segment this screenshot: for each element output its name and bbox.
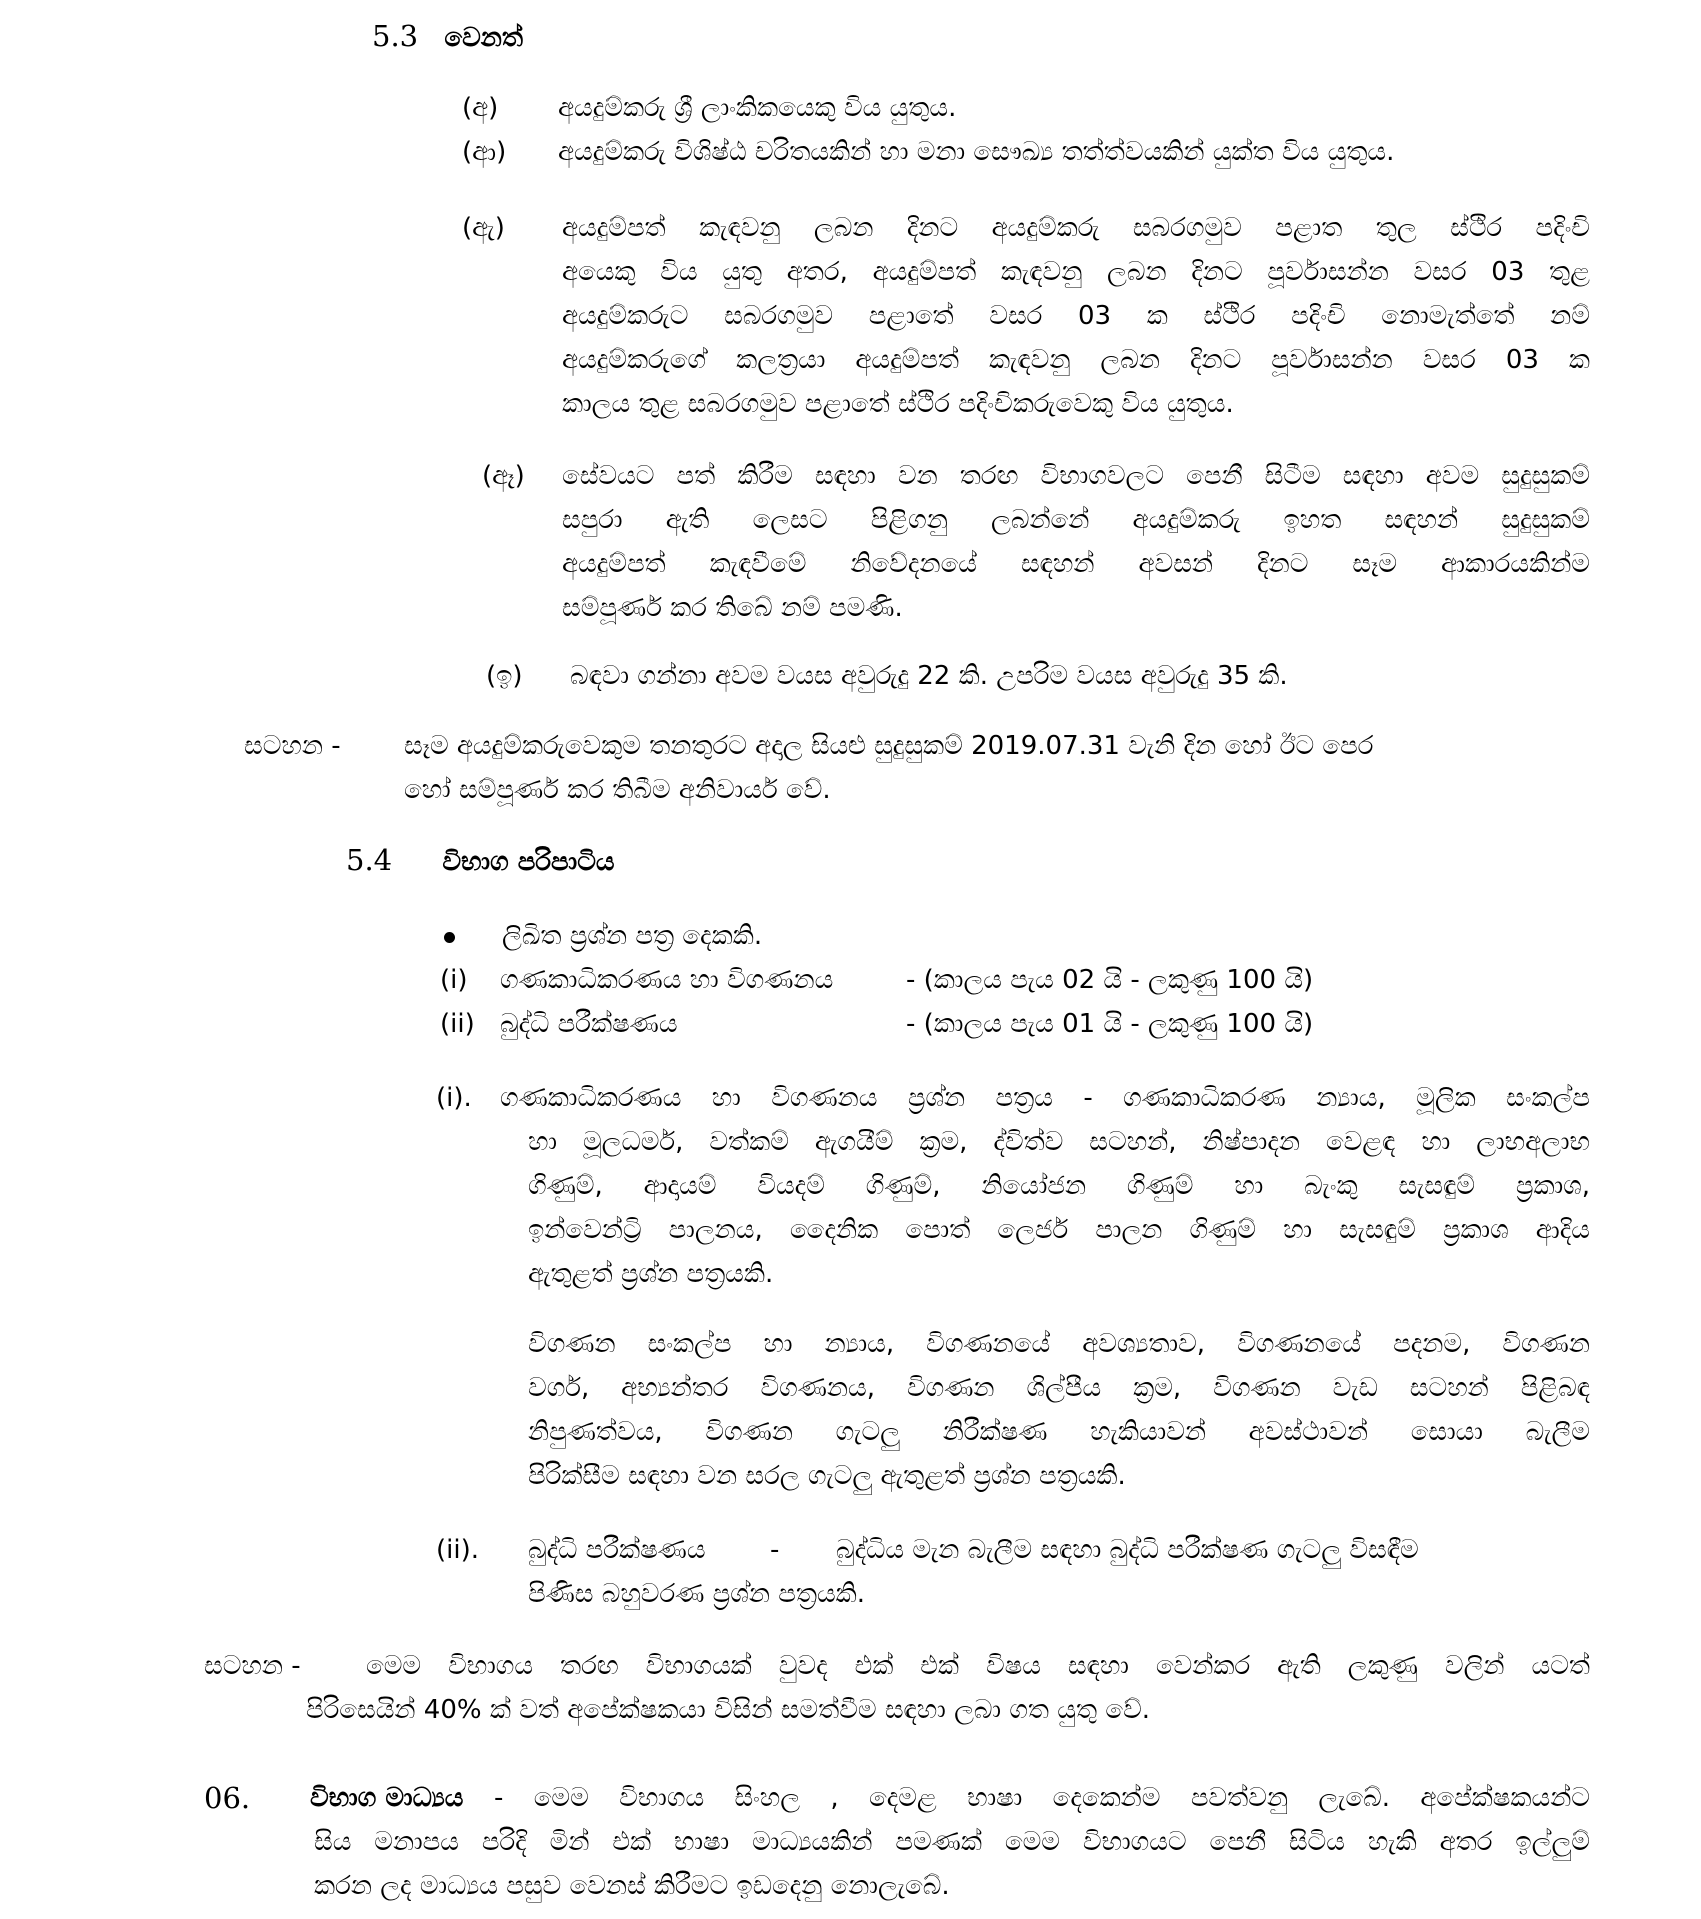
section-number: 5.3 [372,19,419,53]
desc-text: ඉන්වෙන්ට්‍රි පාලනය, දෛනික පොත් ලෙජර් පාලන ගිණුම් හා සැසඳුම් ප්‍රකාශ ආදිය [528,1215,1590,1245]
section-6-text: කරන ලද මාධ්‍යය පසුව වෙනස් කිරීමට ඉඩදෙනු නොලැබේ. [314,1871,950,1901]
desc-text: ගිණුම්, ආදායම් වියදම් ගිණුම්, නියෝජන ගිණුම් හා බැංකු සැසඳුම් ප්‍රකාශ, [528,1171,1590,1201]
desc-dash: - [770,1535,780,1565]
desc-text: නිපුණත්වය, විගණන ගැටලු නිරීක්ෂණ හැකියාවන් අවස්ථාවන් සොයා බැලීම [528,1417,1590,1447]
desc-text: පිණිස බහුවරණ ප්‍රශ්න පත්‍රයකි. [528,1579,866,1609]
paper-name: ගණකාධිකරණය හා විගණනය [500,965,834,995]
section-6-number: 06. [204,1781,251,1815]
item-text: අයදුම්කරු ශ්‍රී ලාංකිකයෙකු විය යුතුය. [558,93,957,123]
item-label: (ඉ) [486,661,523,691]
paper-detail: - (කාලය පැය 02 යි - ලකුණු 100 යි) [906,965,1314,995]
item-text: අයදුම්පත් කැඳවීමේ නිවේදනයේ සඳහන් අවසන් දිනට සෑම ආකාරයකින්ම [562,549,1590,579]
item-text: සම්පූර්ණ කර තිබේ නම් පමණි. [562,593,903,623]
desc-text: හා මූලධර්ම, වත්කම් ඇගයීම් ක්‍රම, ද්විත්ව සටහන්, නිෂ්පාදන වෙළඳ හා ලාභඅලාභ [528,1127,1590,1157]
section-number: 5.4 [346,843,393,877]
section-6-title: විභාග මාධ්‍යය [310,1783,464,1813]
paper-number: (i) [440,965,468,995]
section-5-4-heading [346,838,615,884]
item-text: අයදුම්කරු විශිෂ්ඨ චරිතයකින් හා මනා සෞඛ්‍ය තත්ත්වයකින් යුක්ත විය යුතුය. [558,137,1395,167]
desc-text: පිරික්සීම සඳහා වන සරල ගැටලු ඇතුළත් ප්‍රශ්න පත්‍රයකි. [528,1461,1126,1491]
desc-text: බුද්ධිය මැන බැලීම සඳහා බුද්ධි පරීක්ෂණ ගැටලු විසඳීම [836,1535,1419,1565]
desc-number: (i). [436,1083,472,1113]
note-label: සටහන - [204,1651,301,1681]
item-text: අයදුම්කරුගේ කලත්‍රයා අයදුම්පත් කැඳවනු ලබන දිනට පූර්වාසන්න වසර 03 ක [562,345,1590,375]
desc-text: වර්ග, අභ්‍යන්තර විගණනය, විගණන ශිල්පීය ක්‍රම, විගණන වැඩ සටහන් පිළිබඳ [528,1373,1590,1403]
item-text: සපුරා ඇති ලෙසට පිළිගනු ලබන්නේ අයදුම්කරු ඉහත සඳහන් සුදුසුකම් [562,505,1590,535]
item-label: (ඇ) [462,213,505,243]
note-label: සටහන - [244,731,341,761]
item-label: (අ) [462,93,499,123]
desc-text: ඇතුළත් ප්‍රශ්න පත්‍රයකි. [528,1259,774,1289]
item-text: බඳවා ගන්නා අවම වයස අවුරුදු 22 කි. උපරිම වයස අවුරුදු 35 කි. [570,661,1288,691]
note-text: සෑම අයදුම්කරුවෙකුම තනතුරට අදාල සියළු සුදුසුකම් 2019.07.31 වැනි දින හෝ ඊට පෙර [404,731,1374,761]
section-5-3-heading [372,14,523,60]
item-text: අයෙකු විය යුතු අතර, අයදුම්පත් කැඳවනු ලබන දිනට පූර්වාසන්න වසර 03 තුළ [562,257,1590,287]
item-text: අයදුම්කරුට සබරගමුව පළාතේ වසර 03 ක ස්ථිර පදිංචි නොමැත්තේ නම් [562,301,1590,331]
paper-name: බුද්ධි පරීක්ෂණය [500,1009,678,1039]
paper-number: (ii) [440,1009,475,1039]
item-text: කාලය තුළ සබරගමුව පළාතේ ස්ථිර පදිංචිකරුවෙකු විය යුතුය. [562,389,1234,419]
desc-text: විගණන සංකල්ප හා න්‍යාය, විගණනයේ අවශ්‍යතාව, විගණනයේ පදනම, විගණන [528,1329,1590,1359]
section-title: වෙනත් [444,23,524,53]
desc-number: (ii). [436,1535,479,1565]
note-text: පිරිසෙයින් 40% ක් වත් අපේක්ෂකයා විසින් සමත්වීම සඳහා ලබා ගත යුතු වේ. [306,1695,1151,1725]
section-title: විභාග පරිපාටිය [442,847,615,877]
section-6-text: - මෙම විභාගය සිංහල , දෙමළ භාෂා දෙකෙන්ම පවත්වනු ලැබේ. අපේක්ෂකයන්ට [494,1783,1590,1813]
bullet-icon [444,932,455,943]
item-label: (ආ) [462,137,507,167]
desc-name: බුද්ධි පරීක්ෂණය [528,1535,706,1565]
desc-text: ගණකාධිකරණය හා විගණනය ප්‍රශ්න පත්‍රය - ගණකාධිකරණ න්‍යාය, මූලික සංකල්ප [500,1083,1590,1113]
item-text: අයදුම්පත් කැඳවනු ලබන දිනට අයදුම්කරු සබරගමුව පළාත තුල ස්ථිර පදිංචි [562,213,1590,243]
note-text: හෝ සම්පූර්ණ කර තිබීම අනිවාර්ය වේ. [404,775,831,805]
paper-detail: - (කාලය පැය 01 යි - ලකුණු 100 යි) [906,1009,1314,1039]
item-text: සේවයට පත් කිරීම සඳහා වන තරඟ විභාගවලට පෙනී සිටීම සඳහා අවම සුදුසුකම් [562,461,1590,491]
bullet-text: ලිඛිත ප්‍රශ්න පත්‍ර දෙකකි. [502,921,763,951]
item-label: (ඈ) [482,461,525,491]
note-text: මෙම විභාගය තරඟ විභාගයක් වුවද එක් එක් විෂය සඳහා වෙන්කර ඇති ලකුණු වලින් යටත් [366,1651,1590,1681]
section-6-text: සිය මනාපය පරිදි මින් එක් භාෂා මාධ්‍යයකින් පමණක් මෙම විභාගයට පෙනී සිටිය හැකි අතර ඉල්ලුම් [314,1827,1590,1857]
